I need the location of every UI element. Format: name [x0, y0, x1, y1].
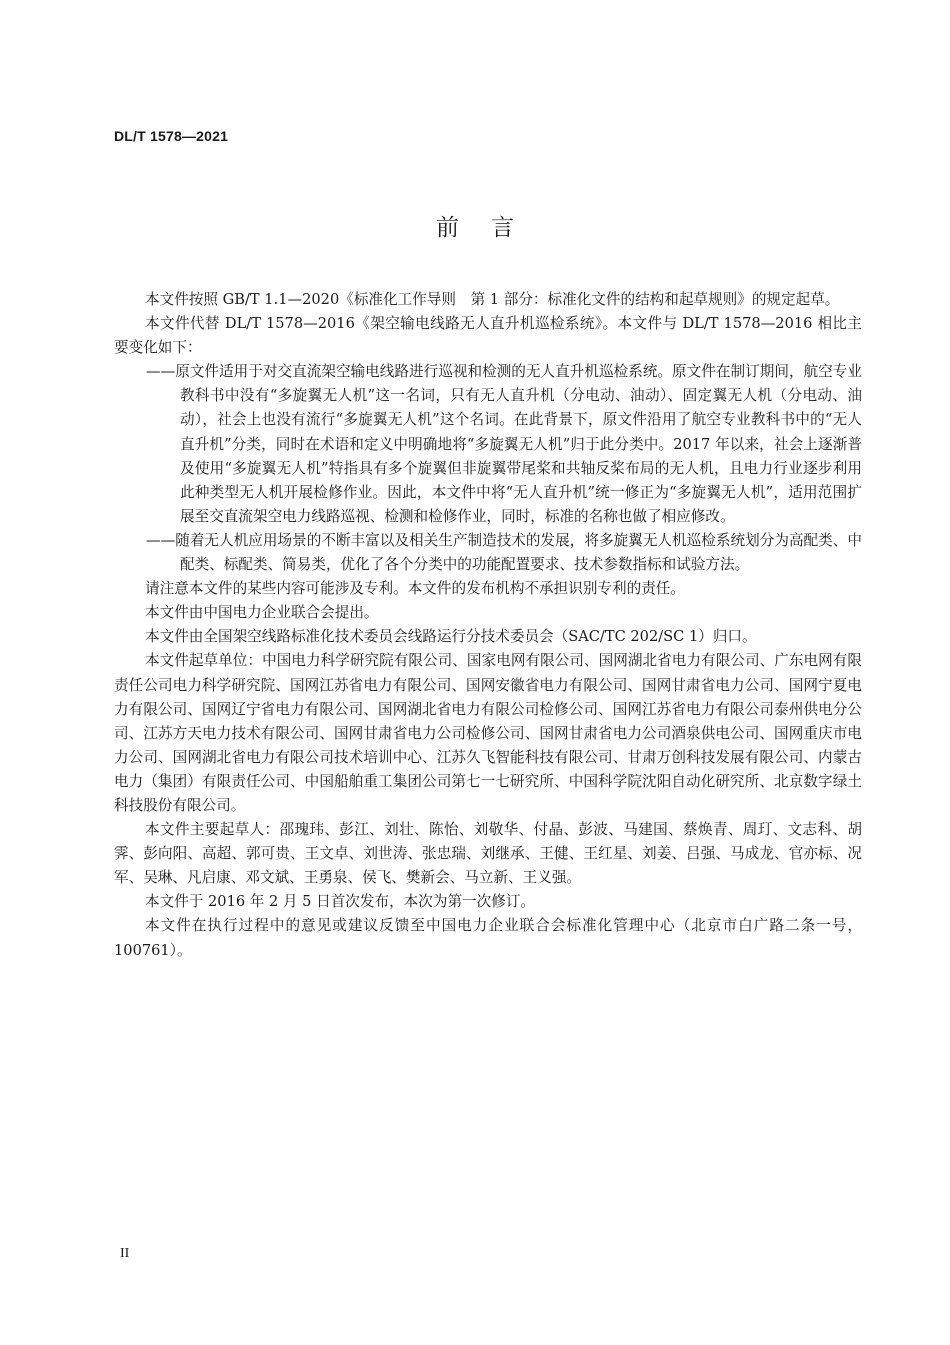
- paragraph-drafters: 本文件主要起草人：邵瑰玮、彭江、刘壮、陈怡、刘敬华、付晶、彭波、马建国、蔡焕青、周玎、文志科、胡霁、彭向阳、高超、郭可贵、王文卓、刘世涛、张忠瑞、刘继承、王健、王红星、刘姜、吕强、马成龙、官亦标、况军、吴琳、凡启康、邓文斌、王勇泉、侯飞、樊新会、马立新、王义强。: [114, 821, 862, 887]
- paragraph-patent-notice: 请注意本文件的某些内容可能涉及专利。本文件的发布机构不承担识别专利的责任。: [145, 580, 685, 598]
- paragraph-proposer: 本文件由中国电力企业联合会提出。: [145, 604, 379, 622]
- paragraph-drafting-units: 本文件起草单位：中国电力科学研究院有限公司、国家电网有限公司、国网湖北省电力有限公司、广东电网有限责任公司电力科学研究院、国网江苏省电力有限公司、国网安徽省电力有限公司、国网甘肃省电力公司、国网宁夏电力有限公司、国网辽宁省电力有限公司、国网湖北省电力有限公司检修公司、国网江苏省电力有限公司泰州供电分公司、江苏方天电力技术有限公司、国网甘肃省电力公司检修公司、国网甘肃省电力公司酒泉供电公司、国网重庆市电力公司、国网湖北省电力有限公司技术培训中心、江苏久飞智能科技有限公司、甘肃万创科技发展有限公司、内蒙古电力（集团）有限责任公司、中国船舶重工集团公司第七一七研究所、中国科学院沈阳自动化研究所、北京数字绿土科技股份有限公司。: [114, 652, 862, 814]
- page-title: 前言: [436, 215, 546, 241]
- change-item-scope: ——原文件适用于对交直流架空输电线路进行巡视和检测的无人直升机巡检系统。原文件在制订期间，航空专业教科书中没有“多旋翼无人机”这一名词，只有无人直升机（分电动、油动）、固定翼无人机（分电动、油动），社会上也没有流行“多旋翼无人机”这个名词。在此背景下，原文件沿用了航空专业教科书中的“无人直升机”分类，同时在术语和定义中明确地将“多旋翼无人机”归于此分类中。2017 年以来，社会上逐渐普及使用“多旋翼无人机”特指具有多个旋翼但非旋翼带尾桨和共轴反桨布局的无人机，且电力行业逐步利用此种类型无人机开展检修作业。因此，本文件中将“无人直升机”统一修正为“多旋翼无人机”，适用范围扩展至交直流架空电力线路巡视、检测和检修作业，同时，标准的名称也做了相应修改。: [146, 363, 862, 525]
- paragraph-replacement: 本文件代替 DL/T 1578—2016《架空输电线路无人直升机巡检系统》。本文件与 DL/T 1578—2016 相比主要变化如下：: [114, 315, 862, 357]
- change-item-classification: ——随着无人机应用场景的不断丰富以及相关生产制造技术的发展，将多旋翼无人机巡检系统划分为高配类、中配类、标配类、简易类，优化了各个分类中的功能配置要求、技术参数指标和试验方法。: [146, 531, 862, 574]
- paragraph-drafting-rules: 本文件按照 GB/T 1.1—2020《标准化工作导则 第 1 部分：标准化文件的结构和起草规则》的规定起草。: [145, 291, 840, 308]
- paragraph-publication-history: 本文件于 2016 年 2 月 5 日首次发布，本次为第一次修订。: [145, 893, 536, 911]
- foreword-body: [114, 288, 862, 963]
- paragraph-committee: 本文件由全国架空线路标准化技术委员会线路运行分技术委员会（SAC/TC 202/SC 1）归口。: [145, 628, 757, 646]
- document-code: DL/T 1578—2021: [114, 128, 229, 144]
- paragraph-feedback: 本文件在执行过程中的意见或建议反馈至中国电力企业联合会标准化管理中心（北京市白广路二条一号，100761）。: [114, 917, 862, 959]
- page-number: II: [120, 1246, 130, 1261]
